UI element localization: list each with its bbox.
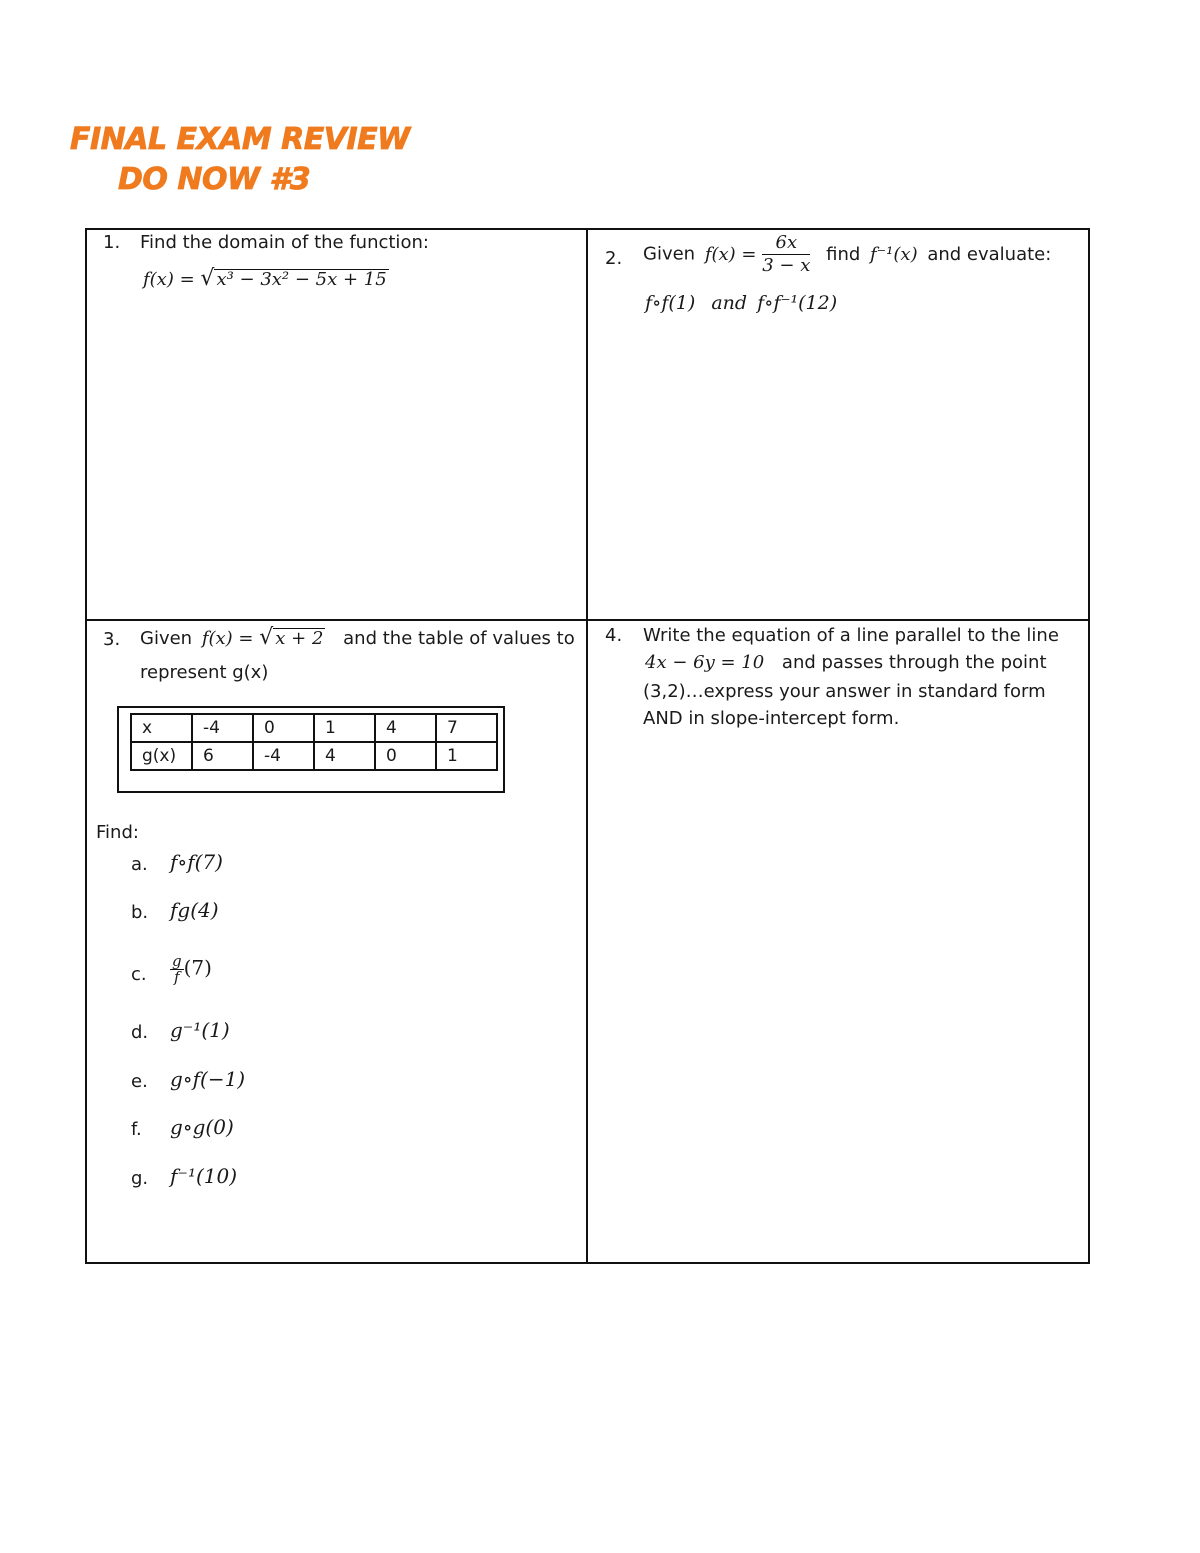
q2-lhs: f(x) = (704, 243, 757, 265)
table-cell: 4 (314, 742, 375, 770)
q1-lhs: f(x) = (143, 269, 195, 290)
table-row (131, 714, 497, 742)
table-cell: 0 (375, 742, 436, 770)
part-label: a. (131, 854, 148, 875)
part-label: d. (131, 1022, 149, 1043)
q3-find-label: Find: (96, 822, 139, 843)
q1-number: 1. (103, 232, 121, 253)
part-expr: g∘g(0) (170, 1115, 234, 1139)
q2-evaluate: and evaluate: (927, 243, 1052, 265)
q1-radicand: x³ − 3x² − 5x + 15 (216, 269, 387, 290)
part-expr: g∘f(−1) (170, 1067, 246, 1091)
page-subtitle: DO NOW #3 (118, 162, 311, 197)
q3-number: 3. (103, 629, 121, 650)
q2-numerator: 6x (762, 234, 810, 255)
q4-line2 (645, 654, 1047, 672)
q3-tail: and the table of values to (343, 628, 575, 649)
table-cell: 0 (253, 714, 314, 742)
grid-divider-horizontal (85, 619, 1090, 621)
table-cell: 1 (314, 714, 375, 742)
table-cell: x (131, 714, 192, 742)
q2-fraction (762, 234, 810, 275)
part-label: b. (131, 902, 149, 923)
q4-line4: AND in slope-intercept form. (643, 708, 900, 729)
part-expr: g⁻¹(1) (170, 1018, 230, 1042)
part-label: c. (131, 964, 147, 985)
q1-function (143, 268, 389, 290)
g-values-table (130, 713, 498, 771)
part-c-arg: (7) (183, 955, 212, 980)
q3-statement (140, 627, 575, 649)
q2-expr1: f∘f(1) (645, 292, 696, 314)
q2-expressions (645, 294, 837, 313)
q2-number: 2. (605, 248, 623, 269)
table-cell: -4 (253, 742, 314, 770)
grid-divider-vertical (586, 228, 588, 1264)
table-cell: -4 (192, 714, 253, 742)
table-cell: g(x) (131, 742, 192, 770)
q3-lhs: f(x) = (201, 628, 254, 649)
q4-number: 4. (605, 625, 623, 646)
part-label: e. (131, 1071, 148, 1092)
q4-equation: 4x − 6y = 10 (645, 652, 765, 673)
q4-line2-tail: and passes through the point (781, 652, 1047, 673)
q2-given: Given (643, 243, 696, 265)
table-cell: 4 (375, 714, 436, 742)
part-c-den: f (174, 968, 180, 986)
sqrt-icon: √ (200, 266, 215, 291)
sqrt-icon: √ (259, 625, 274, 650)
part-label: f. (131, 1119, 142, 1140)
table-cell: 1 (436, 742, 497, 770)
q3-given: Given (140, 628, 193, 649)
q2-and: and (711, 292, 748, 314)
q1-prompt: Find the domain of the function: (140, 232, 429, 253)
q3-radicand: x + 2 (275, 628, 324, 649)
q2-inverse: f⁻¹(x) (870, 243, 918, 265)
part-expr (170, 954, 212, 985)
q2-statement (643, 234, 1051, 275)
q2-find: find (826, 243, 861, 265)
q4-line3: (3,2)…express your answer in standard form (643, 681, 1046, 702)
part-c-fraction (170, 954, 184, 985)
q4-line1: Write the equation of a line parallel to the line (643, 625, 1059, 646)
table-row (131, 742, 497, 770)
part-expr: f⁻¹(10) (170, 1164, 238, 1188)
part-c-num: g (172, 952, 182, 970)
table-cell: 7 (436, 714, 497, 742)
part-expr: fg(4) (170, 898, 219, 922)
part-expr: f∘f(7) (170, 850, 223, 874)
q2-expr2: f∘f⁻¹(12) (757, 292, 838, 314)
table-cell: 6 (192, 742, 253, 770)
page-title: FINAL EXAM REVIEW (70, 122, 410, 157)
part-label: g. (131, 1168, 149, 1189)
q2-denominator: 3 − x (762, 255, 811, 276)
q3-line2: represent g(x) (140, 662, 269, 683)
